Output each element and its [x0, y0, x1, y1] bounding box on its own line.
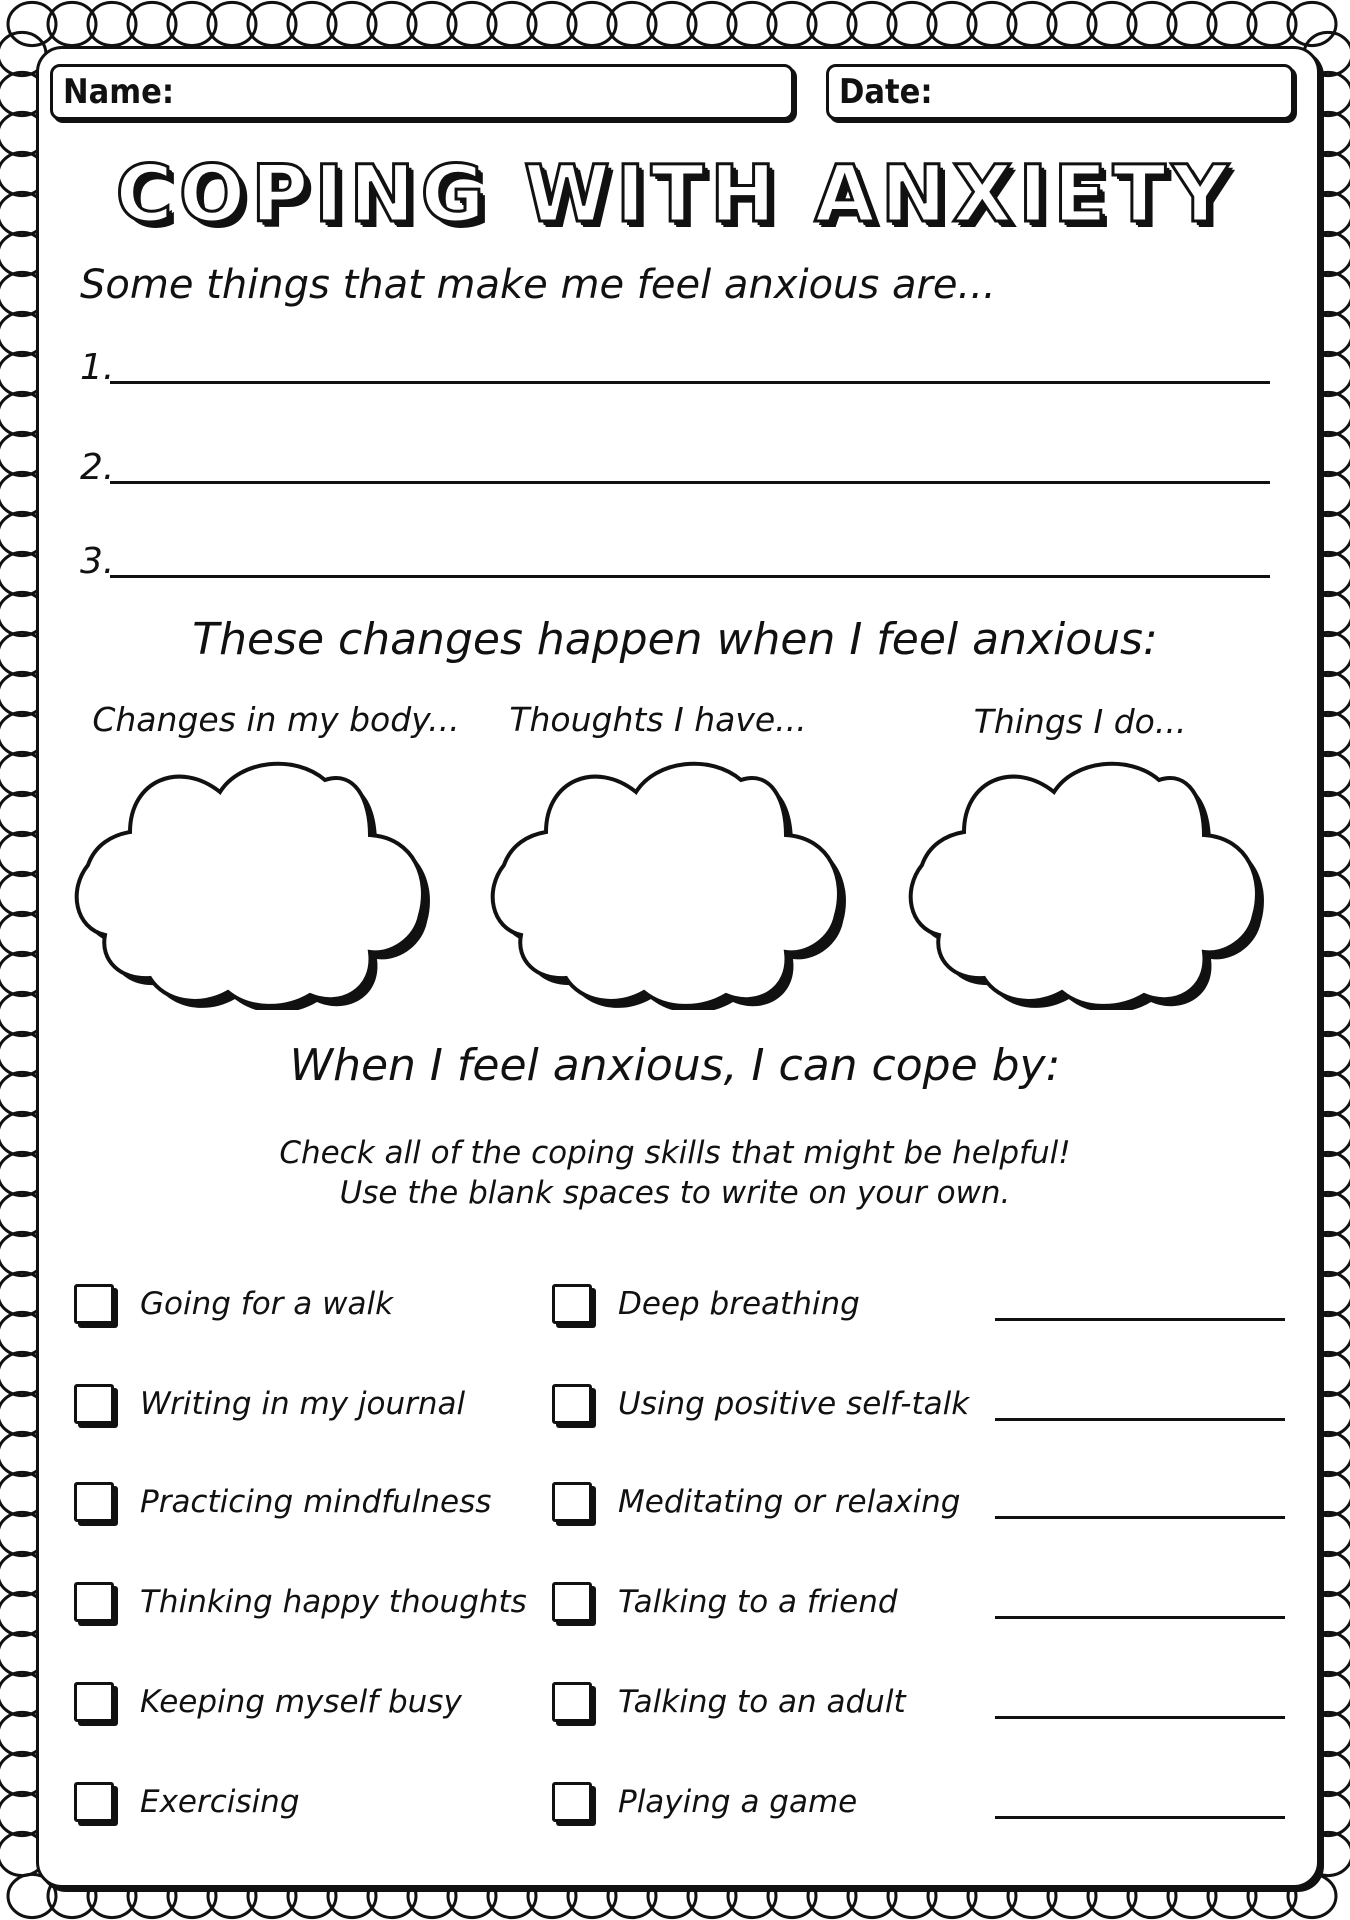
things-i-do-label: Things I do... — [973, 702, 1187, 741]
skill-going-for-walk[interactable]: Going for a walk — [74, 1279, 393, 1329]
changes-heading: These changes happen when I feel anxious: — [192, 614, 1158, 665]
custom-skill-blank-1[interactable] — [995, 1318, 1285, 1321]
answer-line-1[interactable] — [80, 348, 1270, 388]
custom-skill-blank-3[interactable] — [995, 1516, 1285, 1519]
cope-heading: When I feel anxious, I can cope by: — [289, 1040, 1061, 1091]
instructions-line-1: Check all of the coping skills that might be helpful! — [279, 1135, 1071, 1171]
checkbox[interactable] — [74, 1284, 114, 1324]
name-label: Name: — [63, 72, 175, 112]
checkbox[interactable] — [552, 1284, 592, 1324]
thoughts-cloud[interactable] — [486, 740, 866, 1010]
answer-line-2[interactable] — [80, 448, 1270, 488]
skill-busy[interactable]: Keeping myself busy — [74, 1677, 462, 1727]
skill-mindfulness[interactable]: Practicing mindfulness — [74, 1477, 491, 1527]
skill-deep-breathing[interactable]: Deep breathing — [552, 1279, 860, 1329]
body-changes-label: Changes in my body... — [92, 700, 460, 739]
skill-playing-game[interactable]: Playing a game — [552, 1777, 857, 1827]
instructions-line-2: Use the blank spaces to write on your own. — [339, 1175, 1011, 1211]
checkbox[interactable] — [74, 1682, 114, 1722]
body-changes-cloud[interactable] — [70, 740, 450, 1010]
answer-number: 3. — [80, 541, 115, 582]
checkbox[interactable] — [552, 1384, 592, 1424]
date-field[interactable] — [826, 64, 1294, 120]
skill-happy-thoughts[interactable]: Thinking happy thoughts — [74, 1577, 527, 1627]
checkbox[interactable] — [552, 1682, 592, 1722]
checkbox[interactable] — [74, 1582, 114, 1622]
custom-skill-blank-2[interactable] — [995, 1418, 1285, 1421]
skill-self-talk[interactable]: Using positive self-talk — [552, 1379, 969, 1429]
name-field[interactable] — [50, 64, 794, 120]
skill-exercising[interactable]: Exercising — [74, 1777, 300, 1827]
checkbox[interactable] — [552, 1482, 592, 1522]
checkbox[interactable] — [74, 1384, 114, 1424]
skill-talk-friend[interactable]: Talking to a friend — [552, 1577, 898, 1627]
custom-skill-blank-4[interactable] — [995, 1616, 1285, 1619]
answer-line-3[interactable] — [80, 542, 1270, 582]
things-i-do-cloud[interactable] — [904, 740, 1284, 1010]
answer-number: 2. — [80, 447, 115, 488]
custom-skill-blank-5[interactable] — [995, 1716, 1285, 1719]
skill-meditating[interactable]: Meditating or relaxing — [552, 1477, 960, 1527]
checkbox[interactable] — [74, 1782, 114, 1822]
thoughts-label: Thoughts I have... — [509, 700, 807, 739]
checkbox[interactable] — [552, 1782, 592, 1822]
anxious-things-prompt: Some things that make me feel anxious are... — [80, 262, 996, 308]
skill-talk-adult[interactable]: Talking to an adult — [552, 1677, 906, 1727]
checkbox[interactable] — [74, 1482, 114, 1522]
answer-number: 1. — [80, 347, 115, 388]
date-label: Date: — [839, 72, 933, 112]
page-title: COPING WITH ANXIETY — [115, 150, 1235, 240]
checkbox[interactable] — [552, 1582, 592, 1622]
skill-journal[interactable]: Writing in my journal — [74, 1379, 465, 1429]
custom-skill-blank-6[interactable] — [995, 1816, 1285, 1819]
